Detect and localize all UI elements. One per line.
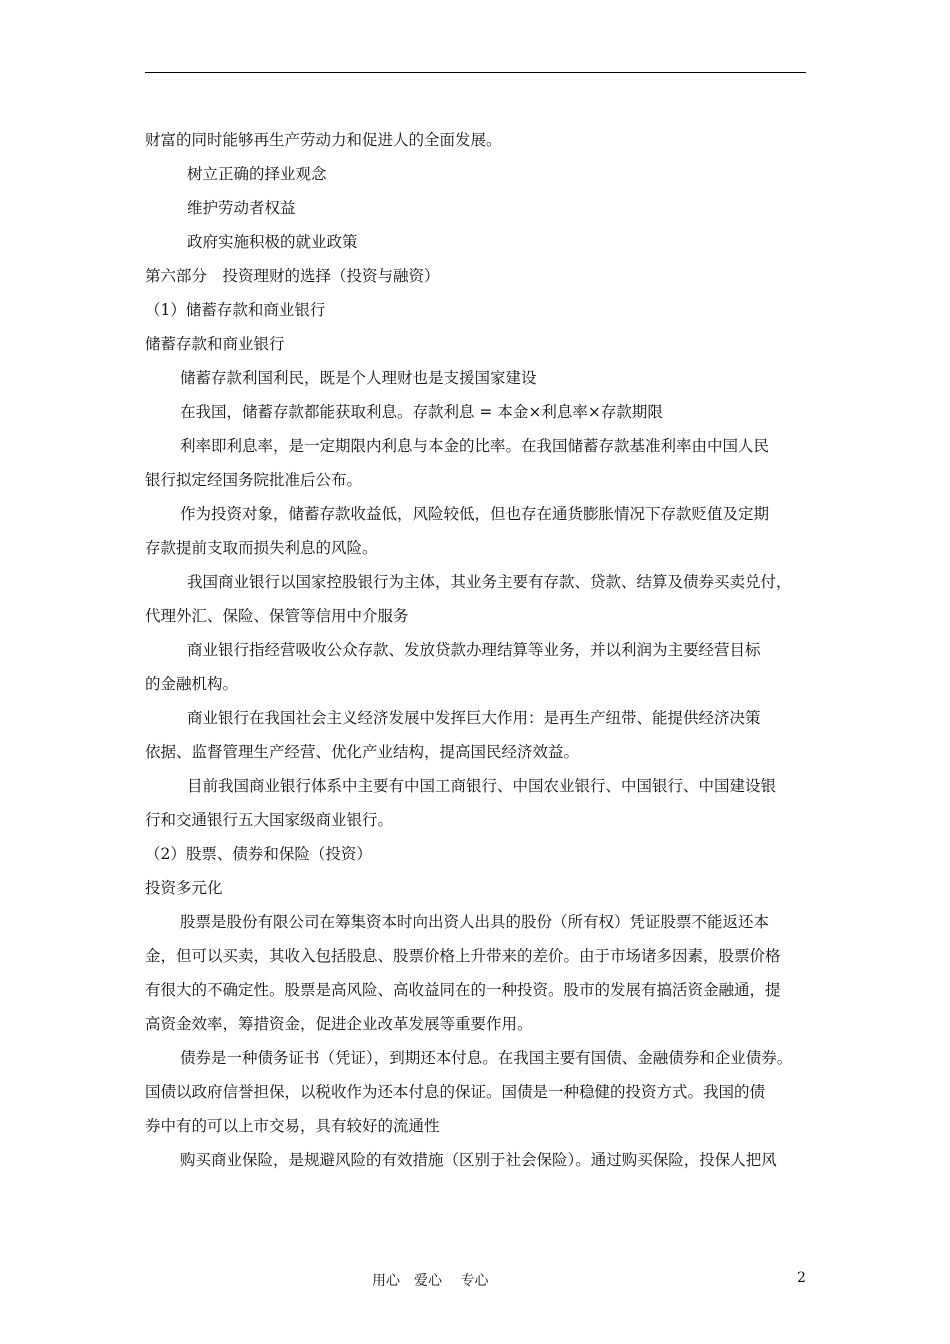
header-rule — [145, 72, 806, 73]
text-line: 有很大的不确定性。股票是高风险、高收益同在的一种投资。股市的发展有搞活资金融通，提 — [145, 981, 781, 999]
text-line: 在我国，储蓄存款都能获取利息。存款利息 = 本金×利息率×存款期限 — [180, 403, 663, 421]
text-line: 国债以政府信誉担保，以税收作为还本付息的保证。国债是一种稳健的投资方式。我国的债 — [145, 1083, 766, 1101]
text-line: 储蓄存款利国利民，既是个人理财也是支援国家建设 — [180, 369, 537, 387]
text-line: 目前我国商业银行体系中主要有中国工商银行、中国农业银行、中国银行、中国建设银 — [187, 777, 777, 795]
text-line: 第六部分 投资理财的选择（投资与融资） — [145, 267, 440, 285]
text-line: 商业银行指经营吸收公众存款、发放贷款办理结算等业务，并以利润为主要经营目标 — [187, 641, 761, 659]
text-line: 商业银行在我国社会主义经济发展中发挥巨大作用：是再生产纽带、能提供经济决策 — [187, 709, 761, 727]
text-line: 依据、监督管理生产经营、优化产业结构，提高国民经济效益。 — [145, 743, 580, 761]
text-line: 代理外汇、保险、保管等信用中介服务 — [145, 607, 409, 625]
text-line: 高资金效率，筹措资金，促进企业改革发展等重要作用。 — [145, 1015, 533, 1033]
text-line: 政府实施积极的就业政策 — [187, 233, 358, 251]
text-line: 存款提前支取而损失利息的风险。 — [145, 539, 378, 557]
text-line: （1）储蓄存款和商业银行 — [145, 301, 326, 319]
text-line: （2）股票、债券和保险（投资） — [145, 845, 372, 863]
text-line: 金，但可以买卖，其收入包括股息、股票价格上升带来的差价。由于市场诸多因素，股票价格 — [145, 947, 781, 965]
text-line: 维护劳动者权益 — [187, 199, 296, 217]
text-line: 财富的同时能够再生产劳动力和促进人的全面发展。 — [145, 131, 502, 149]
text-line: 的金融机构。 — [145, 675, 239, 693]
text-line: 购买商业保险，是规避风险的有效措施（区别于社会保险）。通过购买保险，投保人把风 — [180, 1151, 777, 1169]
document-body — [145, 123, 810, 1177]
text-line: 储蓄存款和商业银行 — [145, 335, 285, 353]
page-number: 2 — [797, 1270, 806, 1286]
text-line: 债券是一种债务证书（凭证），到期还本付息。在我国主要有国债、金融债券和企业债券。 — [180, 1049, 793, 1067]
text-line: 作为投资对象，储蓄存款收益低，风险较低，但也存在通货膨胀情况下存款贬值及定期 — [180, 505, 770, 523]
footer-motto: 用心 爱心 专心 — [372, 1273, 489, 1289]
text-line: 行和交通银行五大国家级商业银行。 — [145, 811, 394, 829]
text-line: 我国商业银行以国家控股银行为主体，其业务主要有存款、贷款、结算及债券买卖兑付， — [187, 573, 792, 591]
text-line: 树立正确的择业观念 — [187, 165, 327, 183]
text-line: 投资多元化 — [145, 879, 223, 897]
text-line: 券中有的可以上市交易，具有较好的流通性 — [145, 1117, 440, 1135]
text-line: 股票是股份有限公司在筹集资本时向出资人出具的股份（所有权）凭证股票不能返还本 — [180, 913, 770, 931]
text-line: 利率即利息率，是一定期限内利息与本金的比率。在我国储蓄存款基准利率由中国人民 — [180, 437, 770, 455]
text-line: 银行拟定经国务院批准后公布。 — [145, 471, 363, 489]
